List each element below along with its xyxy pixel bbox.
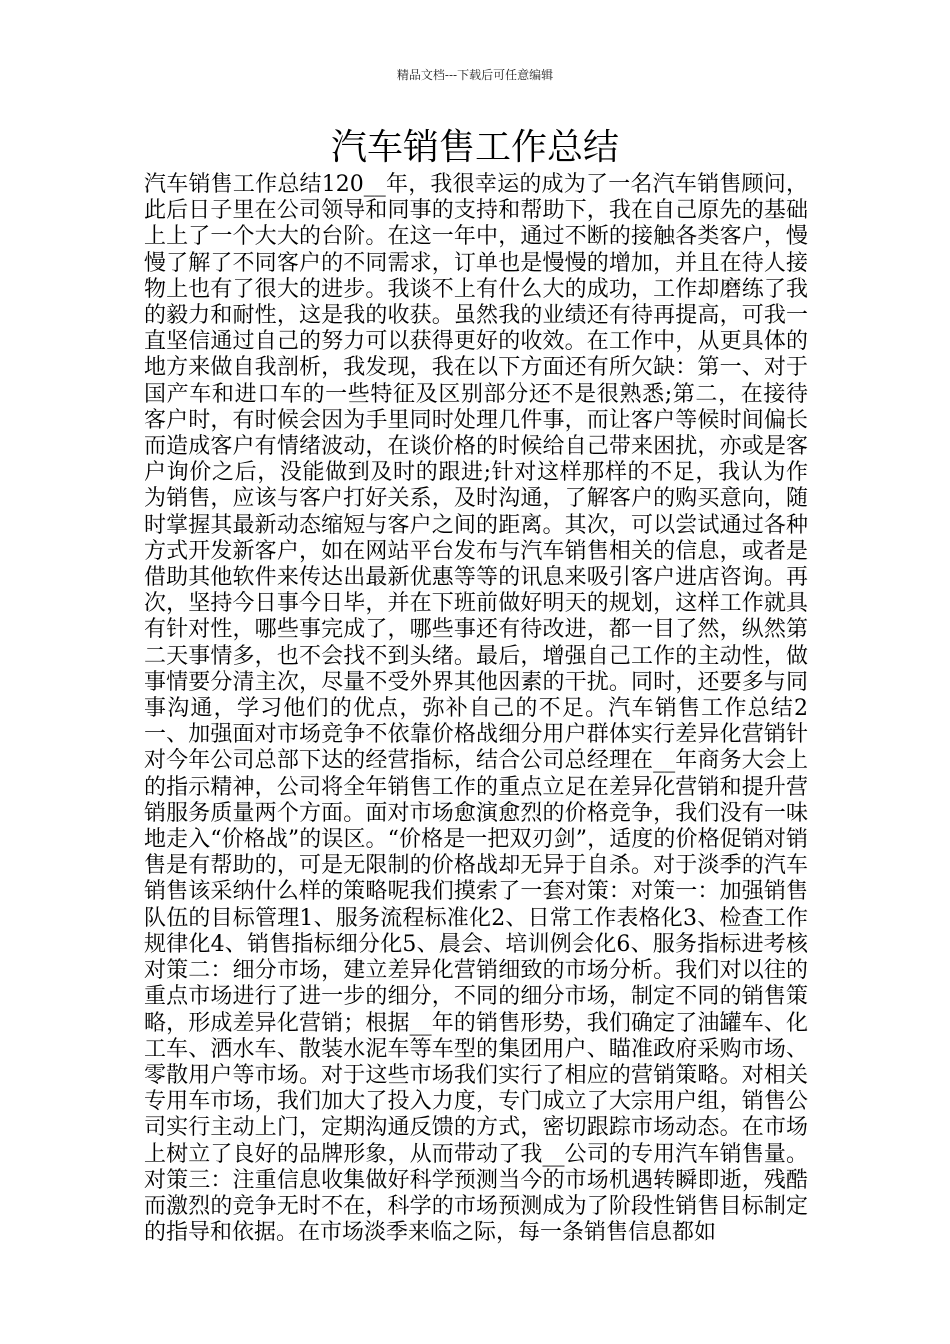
document-body: 汽车销售工作总结120__年，我很幸运的成为了一名汽车销售顾问，此后日子里在公司领导和同事的支持和帮助下，我在自己原先的基础上上了一个大大的台阶。在这一年中，通过不断的接触各类客户，慢慢了解了不同客户的不同需求，订单也是慢慢的增加，并且在待人接物上也有了很大的进步。我谈不上有什么大的成功，工作却磨练了我的毅力和耐性，这是我的收获。虽然我的业绩还有待再提高，可我一直坚信通过自己的努力可以获得更好的收效。在工作中，从更具体的地方来做自我剖析，我发现，我在以下方面还有所欠缺：第一、对于国产车和进口车的一些特征及区别部分还不是很熟悉;第二，在接待客户时，有时候会因为手里同时处理几件事，而让客户等候时间偏长而造成客户有情绪波动，在谈价格的时候给自己带来困扰，亦或是客户询价之后，没能做到及时的跟进;针对这样那样的不足，我认为作为销售，应该与客户打好关系，及时沟通，了解客户的购买意向，随时掌握其最新动态缩短与客户之间的距离。其次，可以尝试通过各种方式开发新客户，如在网站平台发布与汽车销售相关的信息，或者是借助其他软件来传达出最新优惠等等的讯息来吸引客户进店咨询。再次，坚持今日事今日毕，并在下班前做好明天的规划，这样工作就具有针对性，哪些事完成了，哪些事还有待改进，都一目了然，纵然第二天事情多，也不会找不到头绪。最后，增强自己工作的主动性，做事情要分清主次，尽量不受外界其他因素的干扰。同时，还要多与同事沟通，学习他们的优点，弥补自己的不足。汽车销售工作总结2一、加强面对市场竞争不依靠价格战细分用户群体实行差异化营销针对今年公司总部下达的经营指标，结合公司总经理在__年商务大会上的指示精神，公司将全年销售工作的重点立足在差异化营销和提升营销服务质量两个方面。面对市场愈演愈烈的价格竞争，我们没有一味地走入“价格战”的误区。“价格是一把双刃剑”，适度的价格促销对销售是有帮助的，可是无限制的价格战却无异于自杀。对于淡季的汽车销售该采纳什么样的策略呢我们摸索了一套对策：对策一：加强销售队伍的目标管理1、服务流程标准化2、日常工作表格化3、检查工作规律化4、销售指标细分化5、晨会、培训例会化6、服务指标进考核对策二：细分市场，建立差异化营销细致的市场分析。我们对以往的重点市场进行了进一步的细分，不同的细分市场，制定不同的销售策略，形成差异化营销；根据__年的销售形势，我们确定了油罐车、化工车、洒水车、散装水泥车等车型的集团用户、瞄准政府采购市场、零散用户等市场。对于这些市场我们实行了相应的营销策略。对相关专用车市场，我们加大了投入力度，专门成立了大宗用户组，销售公司实行主动上门，定期沟通反馈的方式，密切跟踪市场动态。在市场上树立了良好的品牌形象，从而带动了我__公司的专用汽车销售量。对策三：注重信息收集做好科学预测当今的市场机遇转瞬即逝，残酷而激烈的竞争无时不在，科学的市场预测成为了阶段性销售目标制定的指导和依据。在市场淡季来临之际，每一条销售信息都如	[144, 172, 808, 1246]
header-note: 精品文档---下载后可任意编辑	[396, 68, 554, 82]
document-title: 汽车销售工作总结	[330, 127, 619, 168]
